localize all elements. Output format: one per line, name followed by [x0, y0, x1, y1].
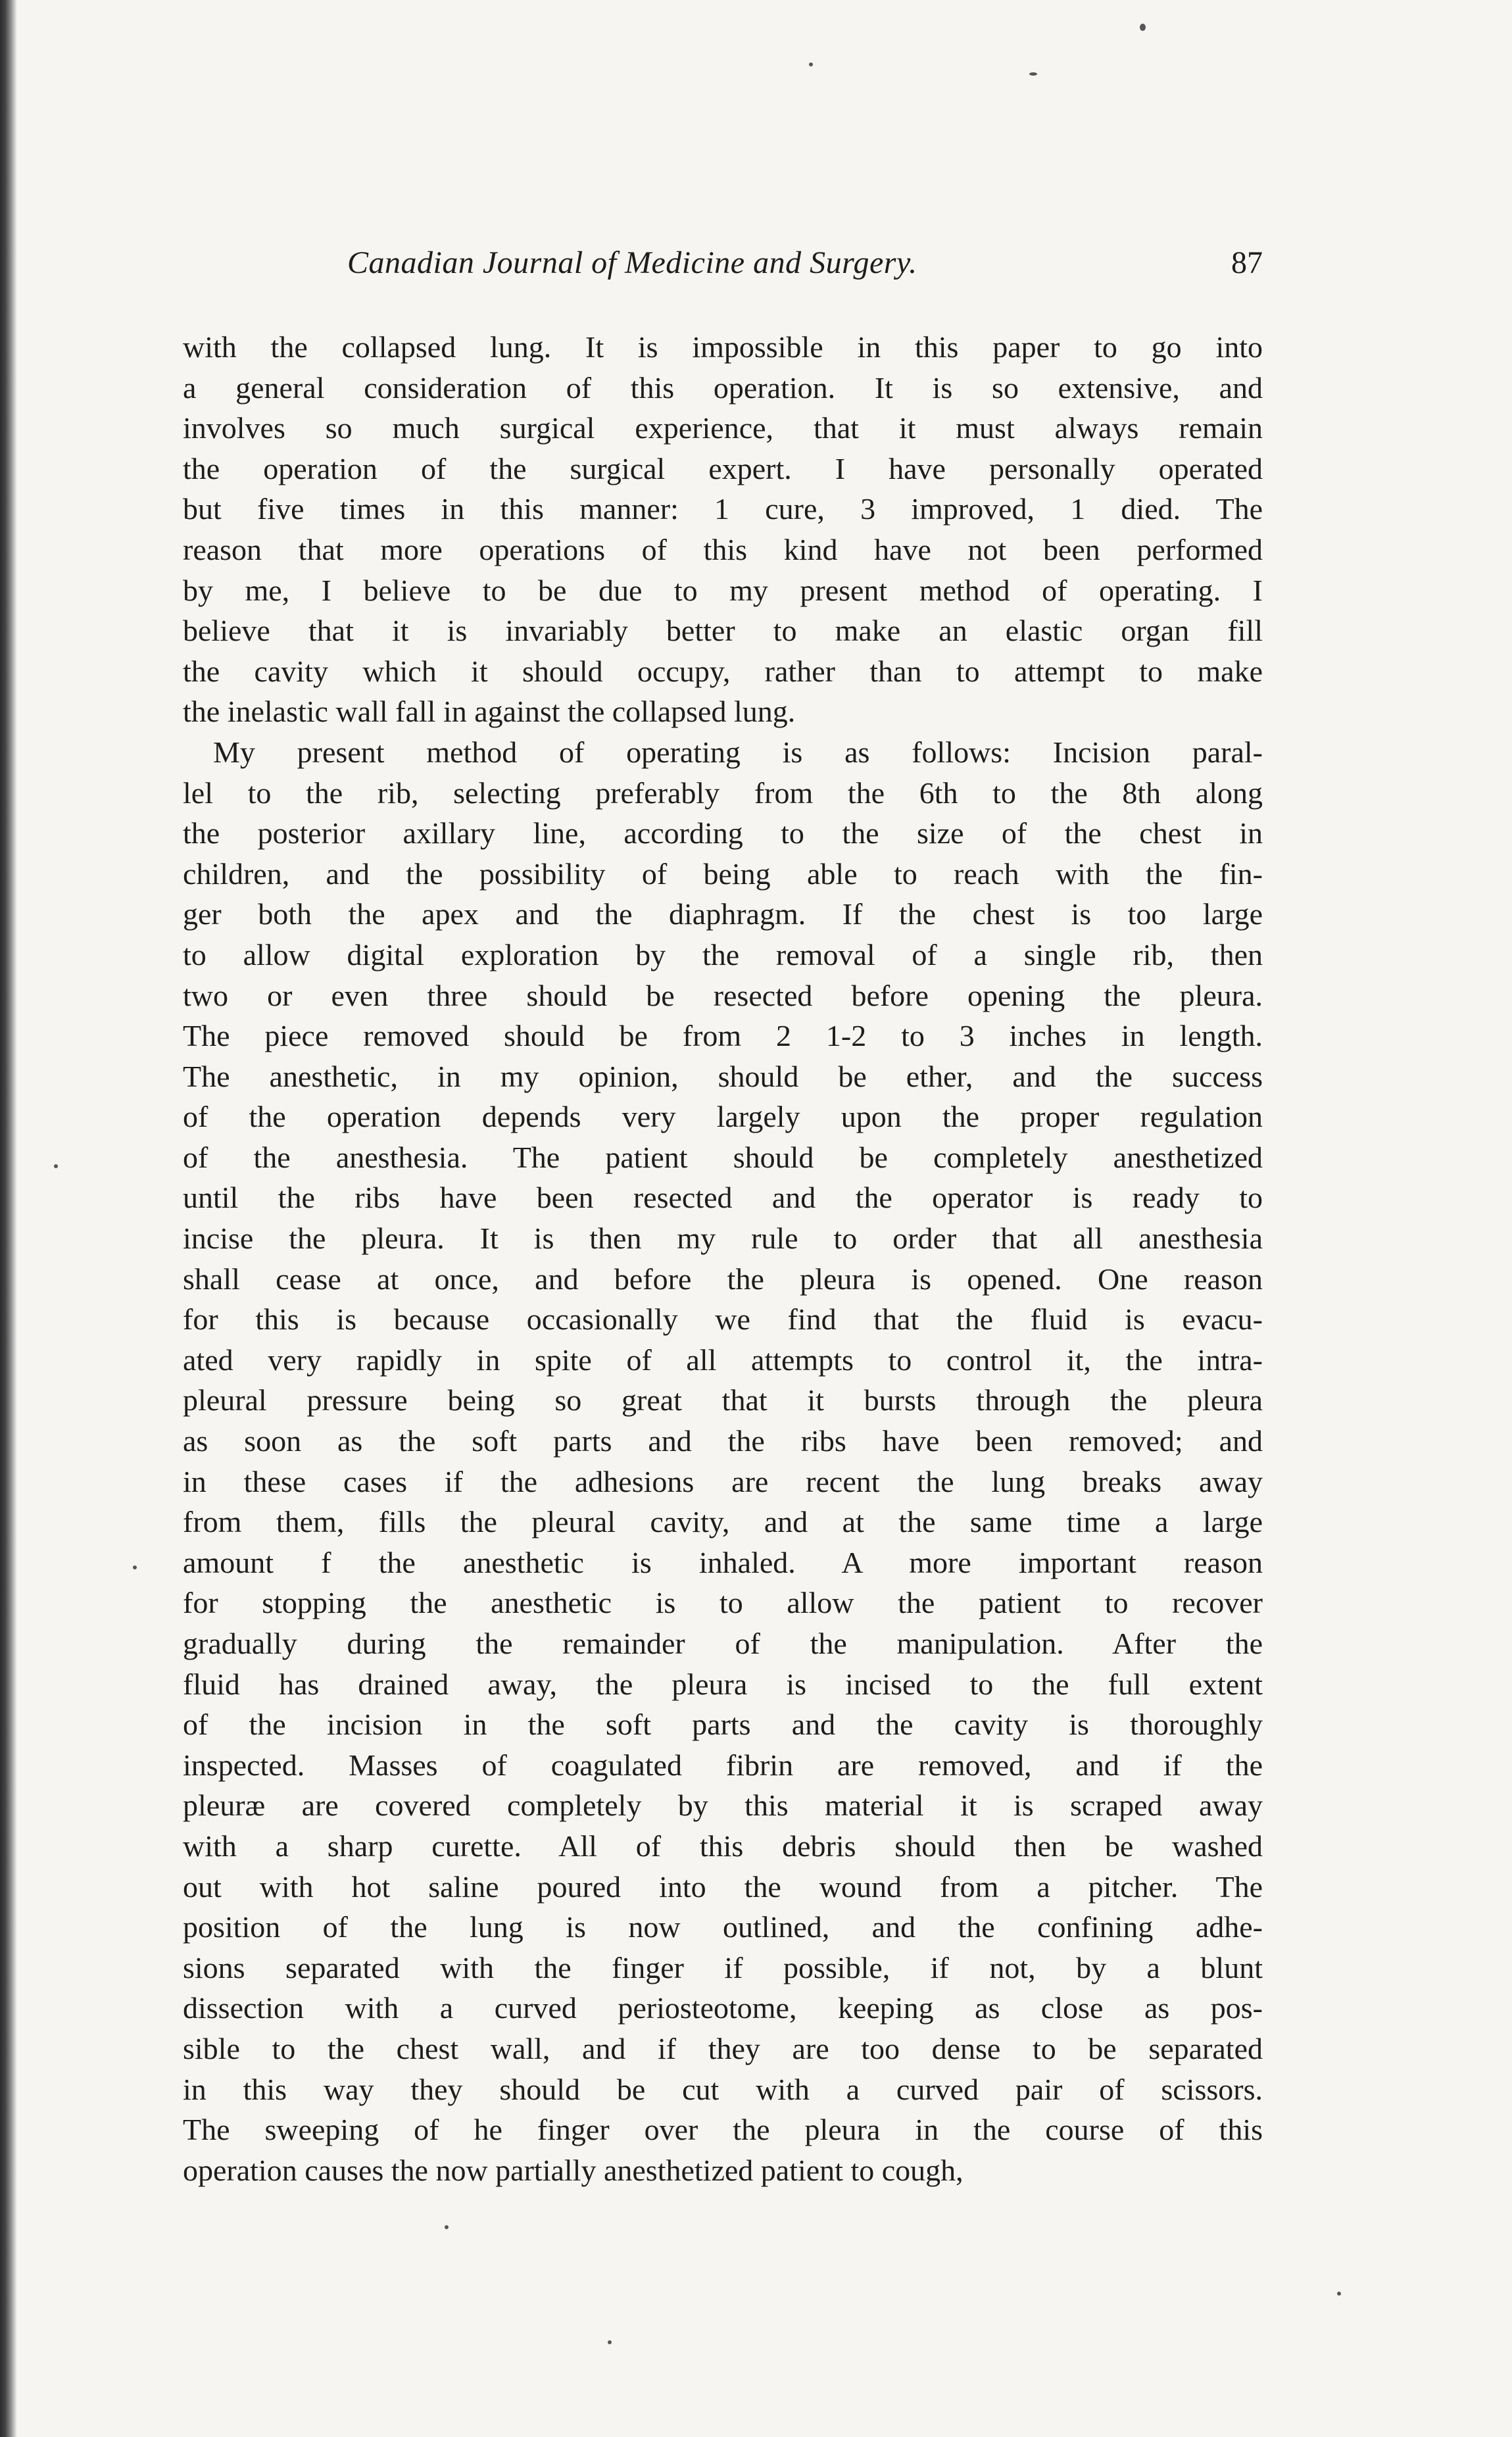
text-line: The anesthetic, in my opinion, should be ether, and the success [183, 1059, 1263, 1093]
text-line: of the operation depends very largely upon the proper regulation [183, 1100, 1263, 1134]
text-line: The piece removed should be from 2 1-2 to 3 inches in length. [183, 1019, 1263, 1053]
text-line: but five times in this manner: 1 cure, 3 improved, 1 died. The [183, 492, 1263, 526]
print-speck [54, 1164, 58, 1168]
text-line: pleural pressure being so great that it bursts through the pleura [183, 1383, 1263, 1417]
text-line: ated very rapidly in spite of all attempts to control it, the intra- [183, 1342, 1263, 1377]
text-line: the operation of the surgical expert. I have personally operated [183, 451, 1263, 485]
text-line: shall cease at once, and before the pleura is opened. One reason [183, 1262, 1263, 1296]
text-line: for stopping the anesthetic is to allow the patient to recover [183, 1586, 1263, 1620]
text-line: with the collapsed lung. It is impossible in this paper to go into [183, 330, 1263, 364]
text-line: fluid has drained away, the pleura is incised to the full extent [183, 1667, 1263, 1701]
text-line: out with hot saline poured into the wound from a pitcher. The [183, 1869, 1263, 1904]
text-line: the posterior axillary line, according to the size of the chest in [183, 816, 1263, 850]
text-line: involves so much surgical experience, that it must always remain [183, 411, 1263, 445]
text-line: the cavity which it should occupy, rather than to attempt to make [183, 654, 1263, 688]
text-line: as soon as the soft parts and the ribs have been removed; and [183, 1424, 1263, 1458]
text-line: with a sharp curette. All of this debris should then be washed [183, 1829, 1263, 1863]
running-head [183, 245, 1263, 291]
text-line: a general consideration of this operation. It is so extensive, and [183, 370, 1263, 405]
text-line: the inelastic wall fall in against the collapsed lung. [183, 695, 796, 729]
text-line: children, and the possibility of being able to reach with the fin- [183, 856, 1263, 891]
text-line: ger both the apex and the diaphragm. If the chest is too large [183, 897, 1263, 931]
paragraph-2 [183, 732, 1263, 2190]
text-line: of the incision in the soft parts and the cavity is thoroughly [183, 1708, 1263, 1742]
print-speck [133, 1565, 137, 1569]
text-line: incise the pleura. It is then my rule to order that all anesthesia [183, 1221, 1263, 1256]
print-speck [1337, 2292, 1341, 2296]
text-line: of the anesthesia. The patient should be completely anesthetized [183, 1140, 1263, 1174]
page-number: 87 [1231, 245, 1263, 280]
text-line: dissection with a curved periosteotome, keeping as close as pos- [183, 1991, 1263, 2025]
text-line: operation causes the now partially anesthetized patient to cough, [183, 2153, 963, 2187]
text-line: to allow digital exploration by the removal of a single rib, then [183, 937, 1263, 972]
journal-title: Canadian Journal of Medicine and Surgery. [347, 245, 917, 280]
text-line: for this is because occasionally we find that the fluid is evacu- [183, 1302, 1263, 1337]
text-line: pleuræ are covered completely by this material it is scraped away [183, 1788, 1263, 1823]
text-line: reason that more operations of this kind have not been performed [183, 532, 1263, 566]
article-body [183, 327, 1263, 2190]
text-line: two or even three should be resected before opening the pleura. [183, 978, 1263, 1012]
text-line: position of the lung is now outlined, and the confining adhe- [183, 1910, 1263, 1944]
journal-page [183, 0, 1263, 2437]
text-line: My present method of operating is as follows: Incision paral- [213, 735, 1263, 769]
text-line: from them, fills the pleural cavity, and at the same time a large [183, 1505, 1263, 1539]
text-line: amount f the anesthetic is inhaled. A more important reason [183, 1545, 1263, 1579]
text-line: by me, I believe to be due to my present method of operating. I [183, 573, 1263, 607]
page-binding-edge [0, 0, 17, 2437]
text-line: lel to the rib, selecting preferably from the 6th to the 8th along [183, 775, 1263, 810]
text-line: sible to the chest wall, and if they are too dense to be separated [183, 2031, 1263, 2065]
text-line: inspected. Masses of coagulated fibrin are removed, and if the [183, 1748, 1263, 1782]
text-line: in these cases if the adhesions are recent the lung breaks away [183, 1464, 1263, 1498]
paragraph-1 [183, 327, 1263, 732]
text-line: until the ribs have been resected and the operator is ready to [183, 1181, 1263, 1215]
text-line: believe that it is invariably better to make an elastic organ fill [183, 614, 1263, 648]
text-line: The sweeping of he finger over the pleura in the course of this [183, 2113, 1263, 2147]
text-line: gradually during the remainder of the manipulation. After the [183, 1627, 1263, 1660]
text-line: sions separated with the finger if possible, if not, by a blunt [183, 1950, 1263, 1984]
text-line: in this way they should be cut with a curved pair of scissors. [183, 2072, 1263, 2106]
